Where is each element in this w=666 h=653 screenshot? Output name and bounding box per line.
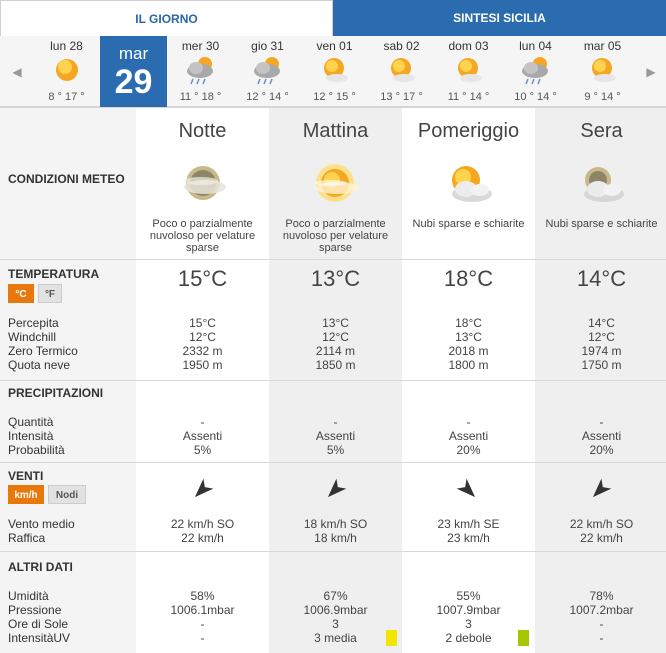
section-other: ALTRI DATI: [8, 560, 73, 574]
sun-hours-value: 3: [465, 617, 472, 631]
zero-value: 2018 m: [448, 344, 489, 358]
uv-value: 3 media: [314, 631, 357, 645]
label-quantity: Quantità: [8, 415, 54, 429]
quantity-value: -: [599, 415, 604, 429]
quantity-value: -: [466, 415, 471, 429]
tab-il-giorno[interactable]: IL GIORNO: [0, 0, 333, 36]
day-item[interactable]: [502, 36, 569, 108]
day-temp: 11 ° 18 °: [179, 91, 222, 103]
sun-cloud-icon: [451, 54, 487, 86]
pressure-value: 1007.9mbar: [436, 603, 501, 617]
period-title: Pomeriggio: [417, 120, 520, 142]
quantity-value: -: [200, 415, 205, 429]
condition-description: Poco o parzialmente nuvoloso per velature sparse: [282, 218, 389, 254]
period-title: Notte: [178, 120, 227, 142]
day-item[interactable]: [569, 36, 636, 108]
moon-cloud-icon: [572, 158, 628, 210]
sun-cloud-icon: [440, 158, 496, 210]
temperature-value: 14°C: [576, 266, 627, 291]
moon-cloud-icon: [175, 158, 231, 210]
windchill-value: 12°C: [189, 330, 216, 344]
label-pressure: Pressione: [8, 603, 62, 617]
tab-bar: [0, 0, 666, 36]
uv-indicator: [518, 630, 529, 646]
pressure-value: 1007.2mbar: [569, 603, 634, 617]
temperature-value: 18°C: [443, 266, 494, 291]
tab-sintesi-sicilia[interactable]: SINTESI SICILIA: [333, 0, 666, 36]
sun-icon: [49, 54, 85, 86]
zero-value: 2114 m: [315, 344, 356, 358]
label-probability: Probabilità: [8, 443, 65, 457]
cloud-rain-sun-icon: [250, 54, 286, 86]
intensity-value: Assenti: [182, 429, 223, 443]
intensity-value: Assenti: [581, 429, 622, 443]
label-gust: Raffica: [8, 531, 46, 545]
condition-description: Nubi sparse e schiarite: [412, 218, 525, 230]
humidity-value: 58%: [190, 589, 215, 603]
wind-avg-value: 18 km/h SO: [303, 517, 368, 531]
condition-description: Nubi sparse e schiarite: [545, 218, 658, 230]
day-name: lun 28: [50, 39, 83, 53]
day-temp: 13 ° 17 °: [380, 91, 423, 103]
wind-avg-value: 22 km/h SO: [569, 517, 634, 531]
sun-haze-icon: [307, 158, 363, 210]
uv-indicator: [386, 630, 397, 646]
gust-value: 23 km/h: [447, 531, 490, 545]
label-humidity: Umidità: [8, 589, 49, 603]
fahrenheit-button[interactable]: °F: [38, 284, 62, 303]
zero-value: 2332 m: [182, 344, 223, 358]
perceived-value: 18°C: [455, 316, 482, 330]
day-temp: 11 ° 14 °: [447, 91, 490, 103]
day-item[interactable]: [435, 36, 502, 108]
day-item[interactable]: [301, 36, 368, 108]
sun-hours-value: -: [200, 617, 205, 631]
intensity-value: Assenti: [448, 429, 489, 443]
day-temp: 12 ° 14 °: [246, 91, 289, 103]
day-name: dom 03: [448, 39, 489, 53]
knots-button[interactable]: Nodi: [48, 485, 86, 504]
probability-value: 5%: [326, 443, 345, 457]
pressure-value: 1006.9mbar: [303, 603, 368, 617]
day-temp: 9 ° 14 °: [584, 91, 621, 103]
day-name: mer 30: [181, 39, 220, 53]
period-title: Sera: [580, 120, 623, 142]
day-temp: 8 ° 17 °: [48, 91, 85, 103]
temperature-value: 13°C: [310, 266, 361, 291]
label-zero: Zero Termico: [8, 344, 78, 358]
section-conditions: CONDIZIONI METEO: [8, 172, 125, 186]
day-number: 29: [114, 63, 153, 101]
day-item[interactable]: [368, 36, 435, 108]
day-name: ven 01: [316, 39, 353, 53]
divider: [0, 462, 666, 463]
quantity-value: -: [333, 415, 338, 429]
day-name: mar: [118, 44, 149, 63]
section-wind: VENTI: [8, 469, 44, 483]
chevron-right-icon[interactable]: ▶: [646, 65, 656, 79]
wind-direction-icon: [455, 477, 481, 503]
section-temperature: TEMPERATURA: [8, 267, 100, 281]
divider: [0, 551, 666, 552]
wind-direction-icon: [189, 477, 215, 503]
sun-hours-value: -: [599, 617, 604, 631]
day-item[interactable]: [234, 36, 301, 108]
day-name: gio 31: [251, 39, 284, 53]
day-temp: 10 ° 14 °: [514, 91, 557, 103]
perceived-value: 13°C: [322, 316, 349, 330]
label-sun-hours: Ore di Sole: [8, 617, 69, 631]
sun-cloud-icon: [384, 54, 420, 86]
wind-direction-icon: [587, 477, 613, 503]
label-uv: IntensitàUV: [8, 631, 71, 645]
period-title: Mattina: [302, 120, 369, 142]
snow-value: 1750 m: [581, 358, 622, 372]
probability-value: 20%: [589, 443, 614, 457]
forecast-table: [0, 108, 666, 653]
chevron-left-icon[interactable]: ◀: [12, 65, 22, 79]
label-intensity: Intensità: [8, 429, 54, 443]
sun-cloud-icon: [585, 54, 621, 86]
snow-value: 1950 m: [182, 358, 223, 372]
uv-value: -: [599, 631, 604, 645]
wind-avg-value: 23 km/h SE: [437, 517, 500, 531]
label-windchill: Windchill: [8, 330, 57, 344]
sun-cloud-icon: [317, 54, 353, 86]
uv-value: 2 debole: [445, 631, 492, 645]
day-temp: 12 ° 15 °: [313, 91, 356, 103]
divider: [0, 259, 666, 260]
perceived-value: 14°C: [588, 316, 615, 330]
snow-value: 1850 m: [315, 358, 356, 372]
day-selector: [0, 36, 666, 108]
section-precipitation: PRECIPITAZIONI: [8, 386, 104, 400]
snow-value: 1800 m: [448, 358, 489, 372]
gust-value: 22 km/h: [580, 531, 623, 545]
day-item-selected[interactable]: [100, 36, 167, 107]
label-snow: Quota neve: [8, 358, 71, 372]
gust-value: 18 km/h: [314, 531, 357, 545]
cloud-rain-sun-icon: [518, 54, 554, 86]
day-item[interactable]: [33, 36, 100, 108]
day-name: sab 02: [383, 39, 420, 53]
windchill-value: 12°C: [588, 330, 615, 344]
windchill-value: 12°C: [322, 330, 349, 344]
humidity-value: 67%: [323, 589, 348, 603]
cloud-rain-sun-icon: [183, 54, 219, 86]
intensity-value: Assenti: [315, 429, 356, 443]
pressure-value: 1006.1mbar: [170, 603, 235, 617]
sun-hours-value: 3: [332, 617, 339, 631]
condition-description: Poco o parzialmente nuvoloso per velature sparse: [149, 218, 256, 254]
perceived-value: 15°C: [189, 316, 216, 330]
label-perceived: Percepita: [8, 316, 59, 330]
kmh-button[interactable]: km/h: [8, 485, 44, 504]
probability-value: 20%: [456, 443, 481, 457]
windchill-value: 13°C: [455, 330, 482, 344]
uv-value: -: [200, 631, 205, 645]
temperature-value: 15°C: [177, 266, 228, 291]
wind-direction-icon: [322, 477, 348, 503]
probability-value: 5%: [193, 443, 212, 457]
gust-value: 22 km/h: [181, 531, 224, 545]
celsius-button[interactable]: °C: [8, 284, 34, 303]
divider: [0, 380, 666, 381]
humidity-value: 78%: [589, 589, 614, 603]
day-name: mar 05: [583, 39, 622, 53]
label-wind-avg: Vento medio: [8, 517, 75, 531]
day-item[interactable]: [167, 36, 234, 108]
zero-value: 1974 m: [581, 344, 622, 358]
day-name: lun 04: [519, 39, 552, 53]
wind-avg-value: 22 km/h SO: [170, 517, 235, 531]
humidity-value: 55%: [456, 589, 481, 603]
